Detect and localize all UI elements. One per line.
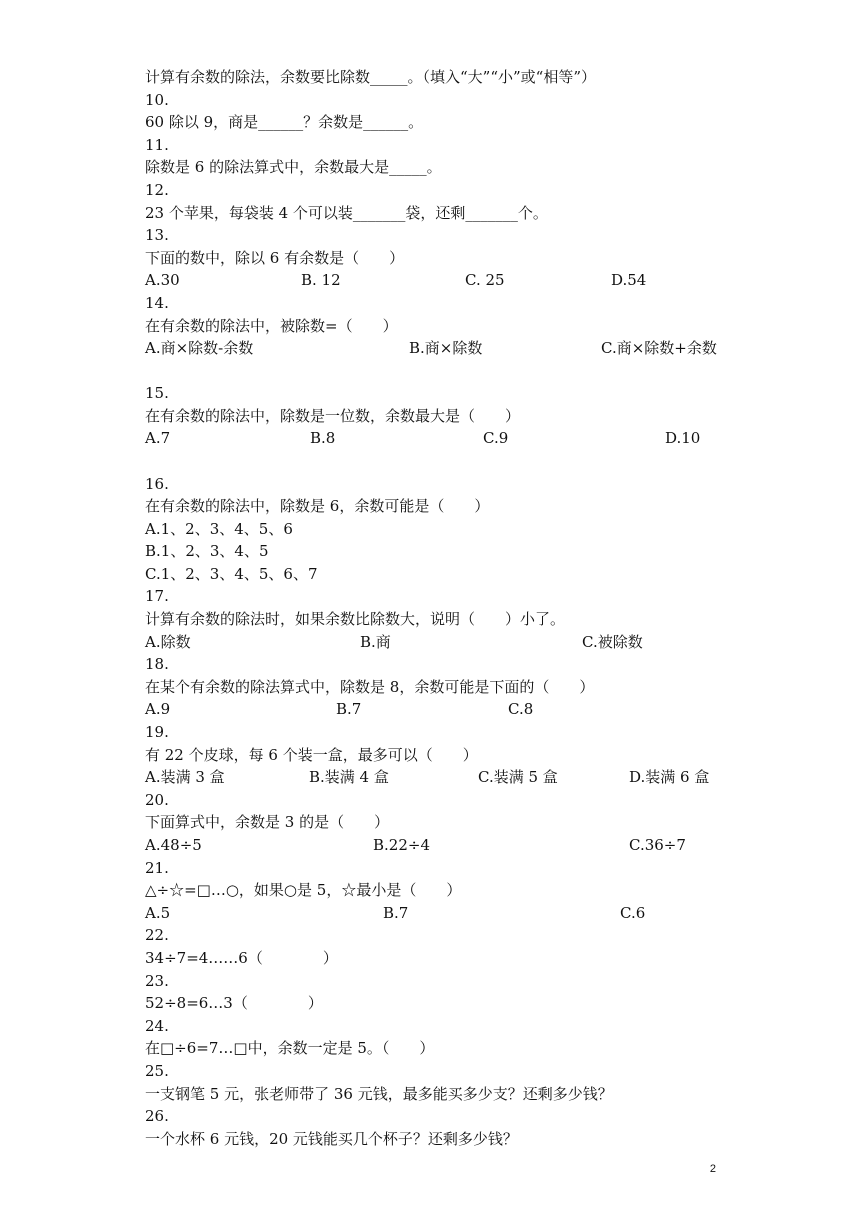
option-c: C. 25 [465,271,505,290]
option-b: B. 12 [301,271,341,290]
option-a: A.30 [145,271,180,290]
question-number: 21. [145,858,169,877]
option-a: A.7 [145,429,171,448]
question-number: 14. [145,293,169,312]
question-number: 17. [145,587,169,606]
option-a: A.48÷5 [145,836,202,854]
option-d: D.54 [611,271,647,290]
question-text: 在□÷6=7…□中，余数一定是 5。（ ） [145,1039,435,1058]
option-b: B.8 [310,429,336,448]
option-c: C.9 [483,429,509,448]
question-number: 23. [145,971,169,990]
question-number: 25. [145,1061,169,1080]
option-c: C.8 [508,700,534,719]
question-text: 34÷7=4……6（ ） [145,948,338,967]
question-text: 52÷8=6…3（ ） [145,994,323,1013]
question-text: 有 22 个皮球，每 6 个装一盒，最多可以（ ） [145,745,478,764]
question-text: 在有余数的除法中，除数是 6，余数可能是（ ） [145,497,490,516]
question-text: 23 个苹果，每袋装 4 个可以装_______袋，还剩_______个。 [145,203,548,222]
option-c: C.6 [620,903,646,922]
option-c: C.36÷7 [629,836,686,854]
blank-line [145,450,725,473]
option-b: B.7 [383,903,409,922]
question-number: 12. [145,180,169,199]
question-text: 在某个有余数的除法算式中，除数是 8，余数可能是下面的（ ） [145,677,595,696]
option-a: A.装满 3 盒 [145,768,225,787]
option-b: B.7 [336,700,362,719]
options-row [145,269,725,292]
options-row [145,427,725,450]
option-d: D.10 [665,429,701,448]
option-a: A.商×除数-余数 [145,339,254,358]
question-number: 19. [145,723,169,742]
option-a: A.5 [145,903,171,922]
option-c: C.商×除数+余数 [601,339,717,358]
option-b: B.商 [360,632,391,651]
question-number: 18. [145,655,169,674]
question-number: 16. [145,474,169,493]
question-text: 在有余数的除法中，被除数=（ ） [145,316,398,335]
question-text: 下面的数中，除以 6 有余数是（ ） [145,248,405,267]
question-text: 60 除以 9，商是______？余数是______。 [145,113,424,132]
option-b: B.装满 4 盒 [309,768,389,787]
question-number: 22. [145,926,169,945]
options-row [145,698,725,721]
question-text: 下面算式中，余数是 3 的是（ ） [145,813,390,832]
question-text: 一个水杯 6 元钱，20 元钱能买几个杯子？还剩多少钱？ [145,1129,518,1148]
option-b: B.商×除数 [409,339,483,358]
option-d: D.装满 6 盒 [629,768,710,787]
worksheet-content [145,66,725,1150]
option-c: C.装满 5 盒 [478,768,558,787]
option-b: B.22÷4 [373,836,430,854]
question-text: 在有余数的除法中，除数是一位数，余数最大是（ ） [145,406,521,425]
page-number: 2 [709,1163,716,1175]
options-row [145,337,725,382]
question-number: 15. [145,384,169,403]
question-number: 20. [145,790,169,809]
options-row [145,766,725,789]
question-number: 10. [145,90,169,109]
question-text: 计算有余数的除法，余数要比除数_____。（填入“大”“小”或“相等”） [145,68,597,86]
option-a: A.除数 [145,632,191,651]
question-text: 除数是 6 的除法算式中，余数最大是_____。 [145,158,442,177]
options-row [145,631,725,654]
option-a: A.9 [145,700,171,719]
question-number: 11. [145,135,169,154]
option-c: C.被除数 [582,632,643,651]
question-text: 计算有余数的除法时，如果余数比除数大，说明（ ）小了。 [145,610,566,629]
option-c: C.1、2、3、4、5、6、7 [145,564,318,583]
option-a: A.1、2、3、4、5、6 [145,519,293,538]
question-number: 13. [145,226,169,245]
question-text: △÷☆=□…○，如果○是 5，☆最小是（ ） [145,881,462,900]
question-number: 26. [145,1107,169,1126]
question-number: 24. [145,1016,169,1035]
option-b: B.1、2、3、4、5 [145,542,269,561]
options-row [145,834,725,857]
question-text: 一支钢笔 5 元，张老师带了 36 元钱，最多能买多少支？还剩多少钱？ [145,1084,613,1103]
options-row [145,902,725,925]
